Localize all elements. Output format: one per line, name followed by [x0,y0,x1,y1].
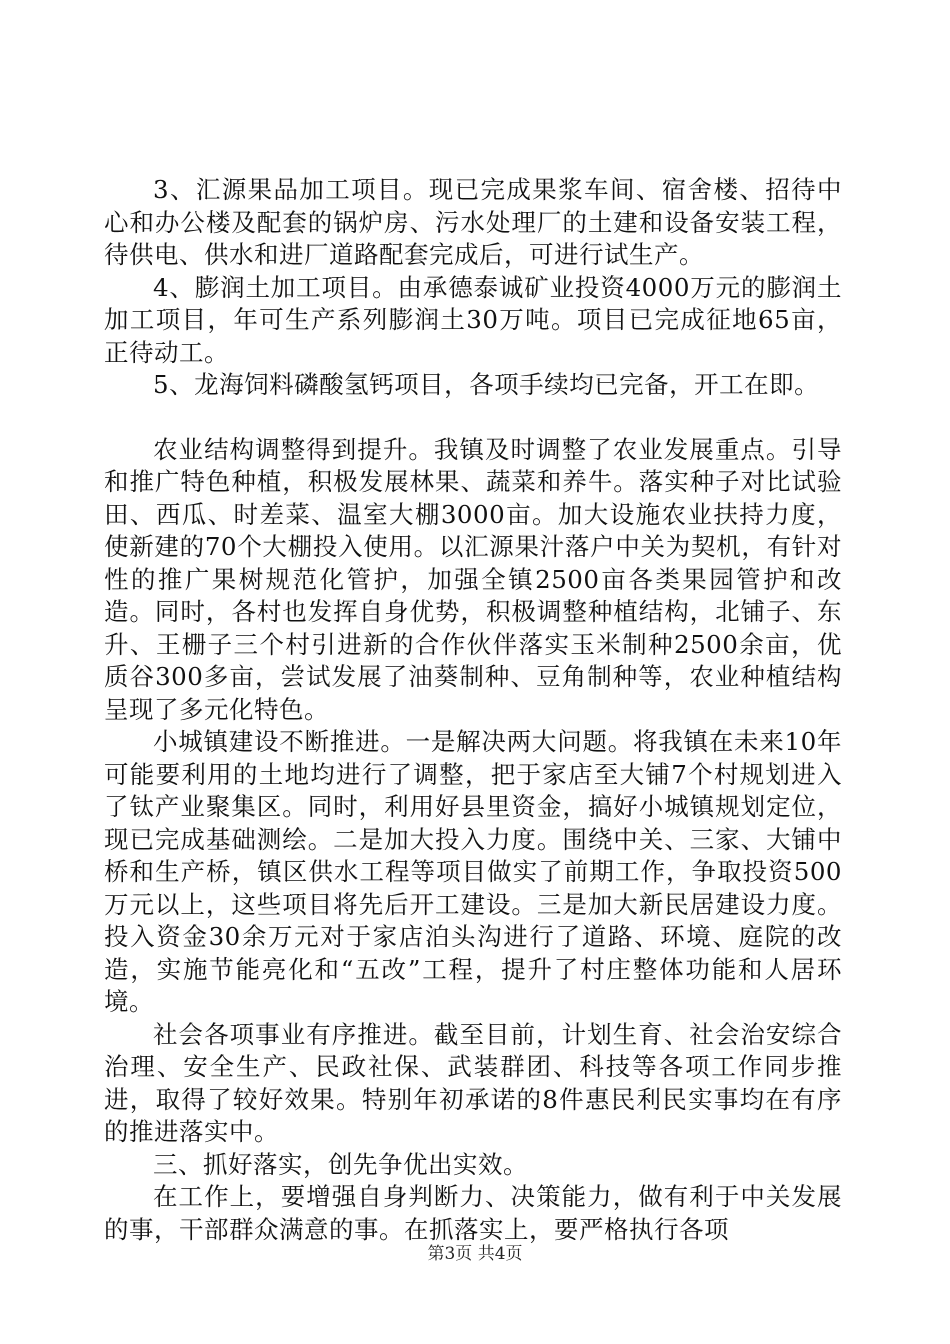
paragraph-longhai-project: 5、龙海饲料磷酸氢钙项目，各项手续均已完备，开工在即。 [153,370,820,399]
paragraph-spacer [104,402,842,434]
paragraph-town-construction: 小城镇建设不断推进。一是解决两大问题。将我镇在未来10年可能要利用的土地均进行了调整，把于家店至大铺7个村规划进入了钛产业聚集区。同时，利用好县里资金，搞好小城镇规划定位，现已完成基础测绘。二是加大投入力度。围绕中关、三家、大铺中桥和生产桥，镇区供水工程等项目做实了前期工作，争取投资500万元以上，这些项目将先后开工建设。三是加大新民居建设力度。投入资金30余万元对于家店泊头沟进行了道路、环境、庭院的改造，实施节能亮化和“五改”工程，提升了村庄整体功能和人居环境。 [104,727,842,1016]
paragraph-work-implementation: 在工作上，要增强自身判断力、决策能力，做有利于中关发展的事，干部群众满意的事。在抓落实上，要严格执行各项 [104,1182,842,1244]
page-number-footer: 第3页 共4页 [427,1244,523,1264]
paragraph-huiyuan-project: 3、汇源果品加工项目。现已完成果浆车间、宿舍楼、招待中心和办公楼及配套的锅炉房、污水处理厂的土建和设备安装工程，待供电、供水和进厂道路配套完成后，可进行试生产。 [104,175,842,269]
document-body [104,174,842,1246]
section-heading-three: 三、抓好落实，创先争优出实效。 [153,1149,528,1179]
paragraph-bentonite-project: 4、膨润土加工项目。由承德泰诚矿业投资4000万元的膨润土加工项目，年可生产系列膨润土30万吨。项目已完成征地65亩，正待动工。 [104,272,842,367]
paragraph-social-affairs: 社会各项事业有序推进。截至目前，计划生育、社会治安综合治理、安全生产、民政社保、武装群团、科技等各项工作同步推进，取得了较好效果。特别年初承诺的8件惠民利民实事均在有序的推进落实中。 [104,1019,842,1146]
paragraph-agriculture: 农业结构调整得到提升。我镇及时调整了农业发展重点。引导和推广特色种植，积极发展林果、蔬菜和养牛。落实种子对比试验田、西瓜、时差菜、温室大棚3000亩。加大设施农业扶持力度，使新建的70个大棚投入使用。以汇源果汁落户中关为契机，有针对性的推广果树规范化管护，加强全镇2500亩各类果园管护和改造。同时，各村也发挥自身优势，积极调整种植结构，北铺子、东升、王栅子三个村引进新的合作伙伴落实玉米制种2500余亩，优质谷300多亩，尝试发展了油葵制种、豆角制种等，农业种植结构呈现了多元化特色。 [104,434,842,724]
